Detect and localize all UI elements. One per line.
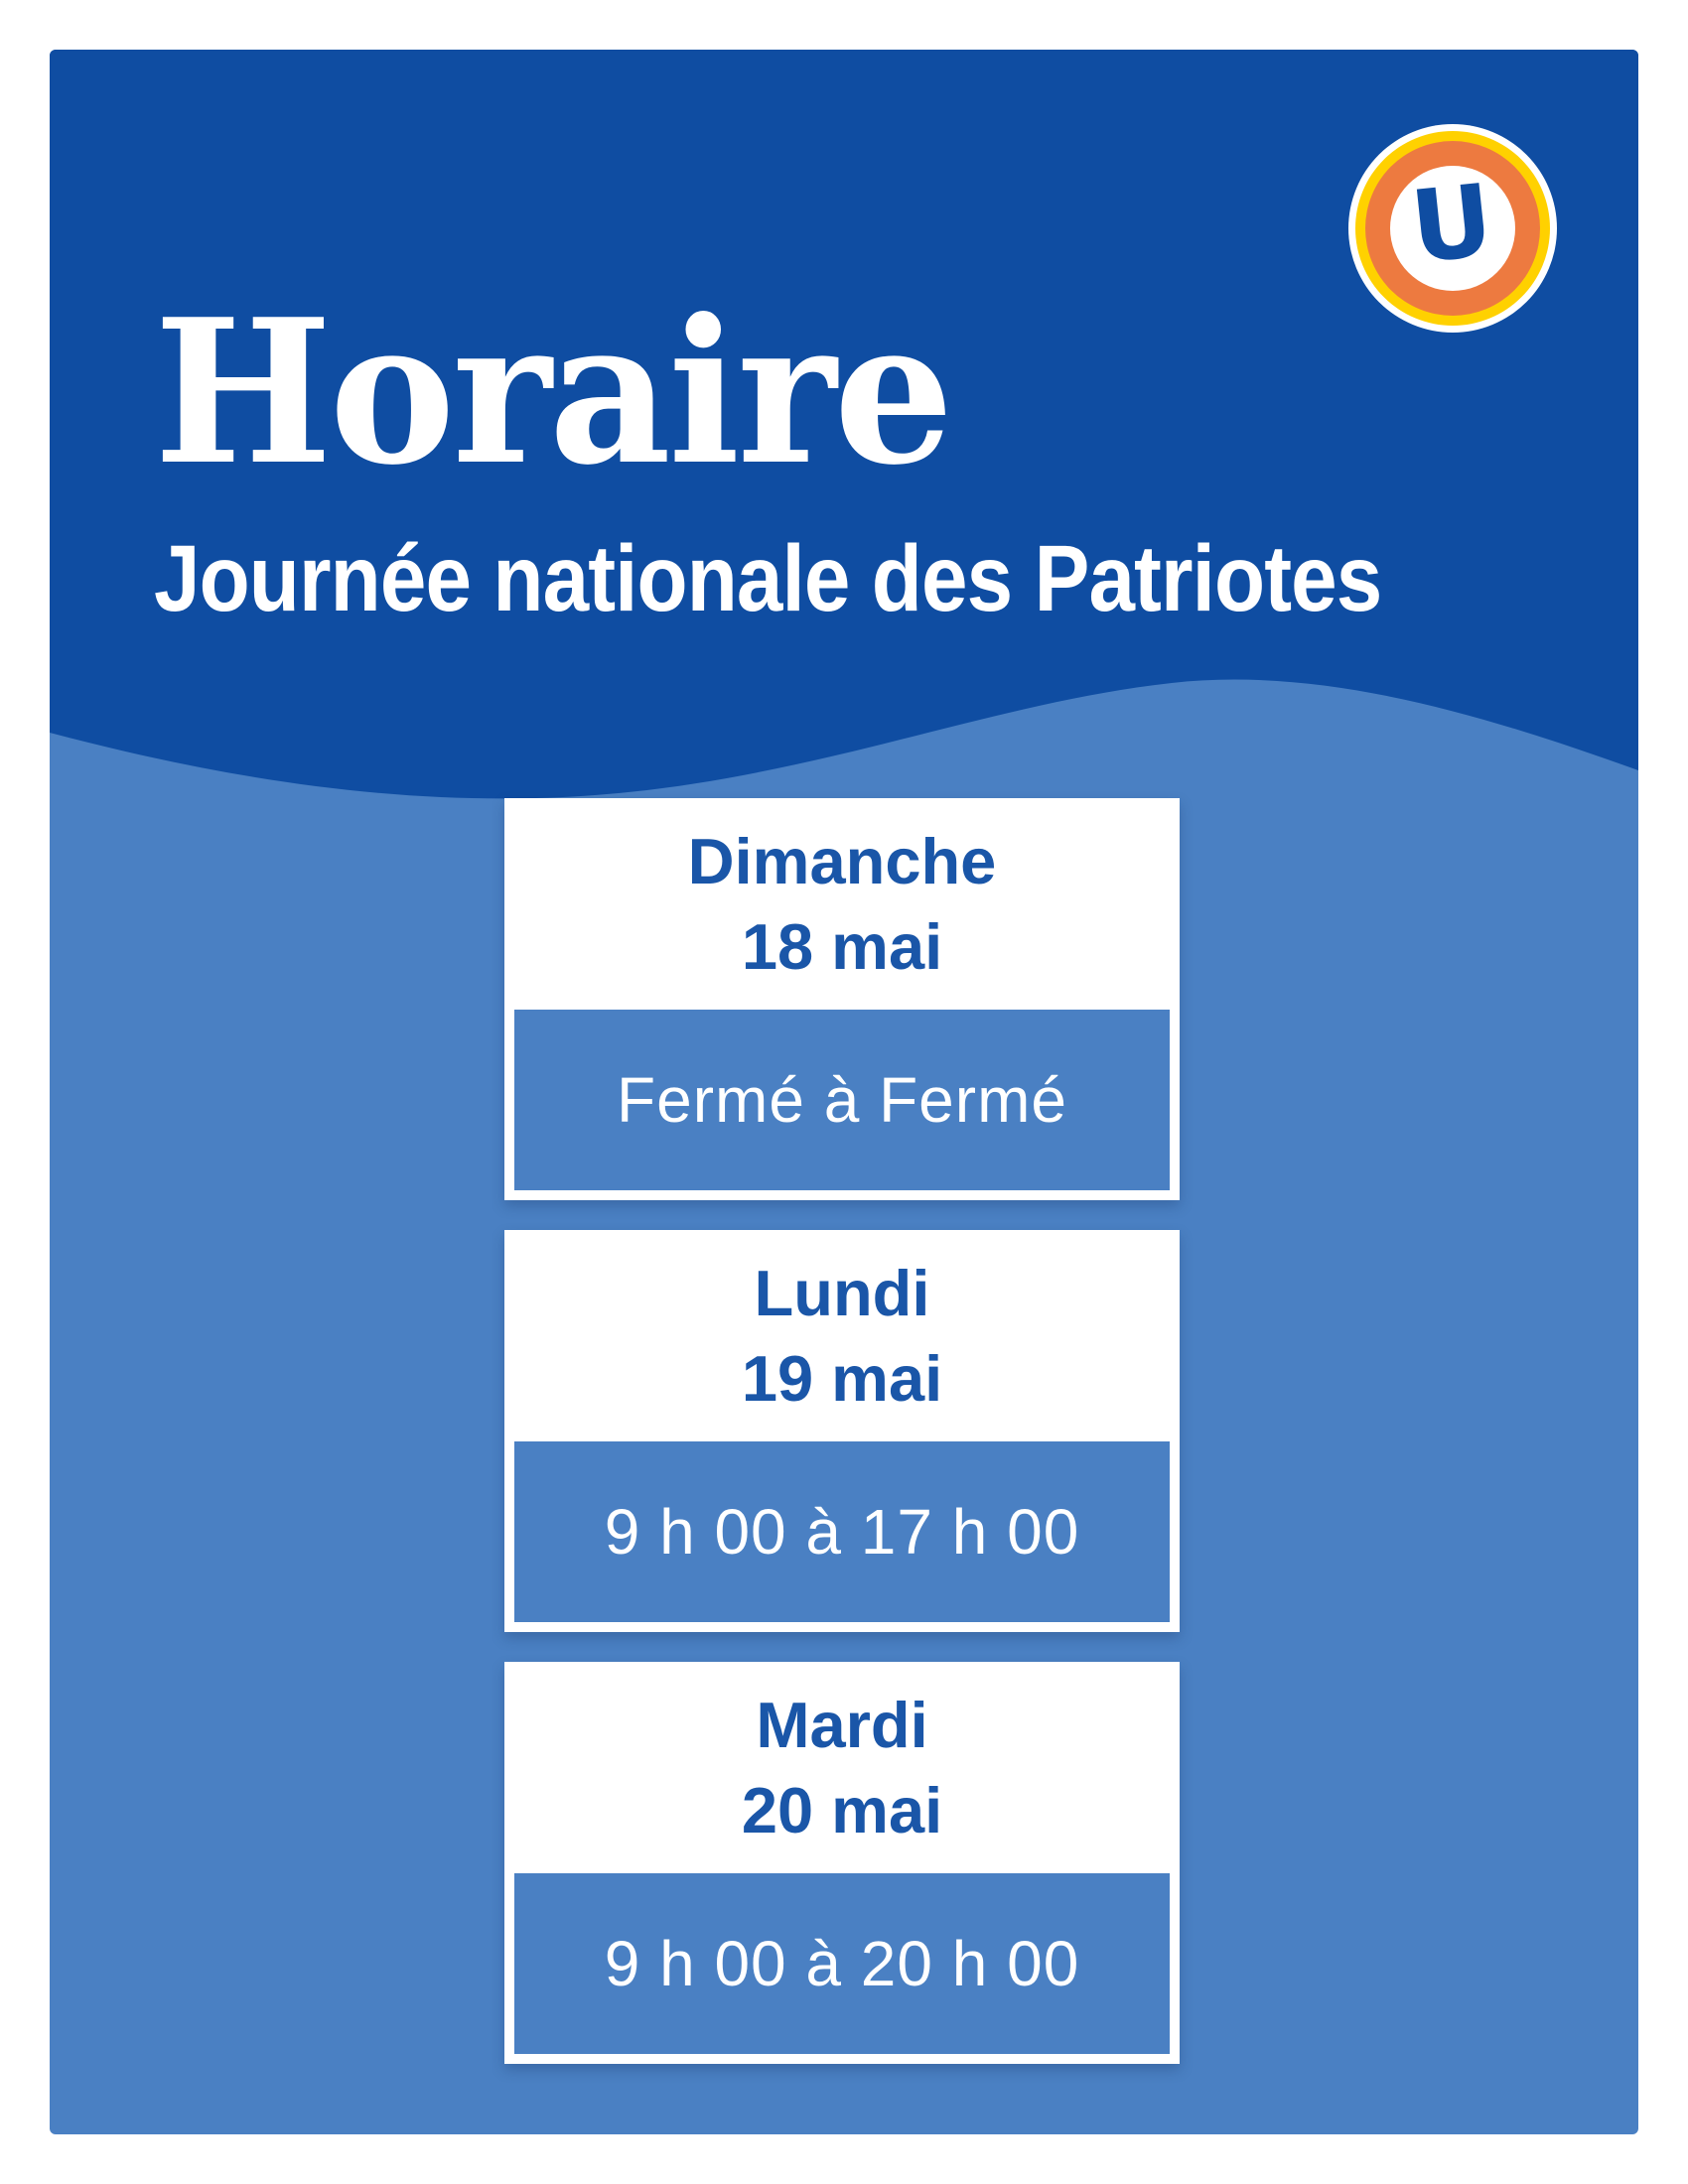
logo-center xyxy=(1390,162,1515,291)
day-section xyxy=(504,1230,1180,1441)
day-section xyxy=(504,1662,1180,1873)
page-title: Horaire xyxy=(154,276,951,509)
date-label: 20 mai xyxy=(741,1773,943,1846)
page-subtitle: Journée nationale des Patriotes xyxy=(154,526,1382,631)
schedule-card-lundi xyxy=(504,1230,1180,1632)
brand-logo xyxy=(1348,124,1557,333)
hours-band xyxy=(514,1441,1170,1622)
date-label: 18 mai xyxy=(741,909,943,983)
hours-label: 9 h 00 à 20 h 00 xyxy=(604,1928,1080,1999)
date-label: 19 mai xyxy=(741,1341,943,1415)
schedule-card-mardi xyxy=(504,1662,1180,2064)
logo-yellow-ring xyxy=(1355,131,1550,326)
day-label: Dimanche xyxy=(687,824,997,897)
hours-band xyxy=(514,1010,1170,1190)
day-section xyxy=(504,798,1180,1010)
day-label: Lundi xyxy=(754,1256,930,1329)
poster-background xyxy=(50,50,1638,2134)
hours-band xyxy=(514,1873,1170,2054)
day-label: Mardi xyxy=(756,1688,928,1761)
schedule-list xyxy=(504,798,1180,2064)
hours-label: 9 h 00 à 17 h 00 xyxy=(604,1496,1080,1568)
schedule-card-dimanche xyxy=(504,798,1180,1200)
u-letter-icon: U xyxy=(1406,162,1499,286)
hours-label: Fermé à Fermé xyxy=(617,1064,1067,1136)
logo-orange-ring xyxy=(1365,141,1540,316)
